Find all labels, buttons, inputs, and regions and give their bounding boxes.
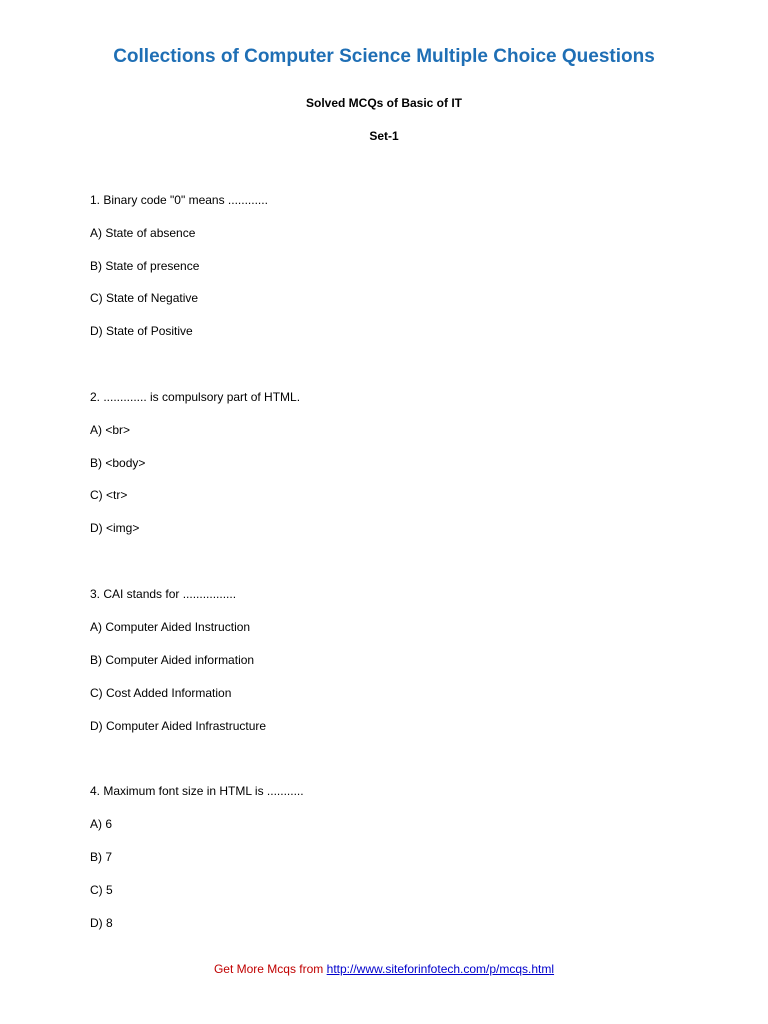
question-1-option-c: C) State of Negative: [90, 291, 199, 305]
question-2-option-b: B) <body>: [90, 456, 146, 470]
question-4-option-c: C) 5: [90, 883, 113, 897]
footer-link[interactable]: http://www.siteforinfotech.com/p/mcqs.html: [326, 962, 555, 976]
question-2-text: 2. ............. is compulsory part of HTML.: [90, 390, 301, 404]
page-title: Collections of Computer Science Multiple Choice Questions: [113, 46, 655, 67]
question-4-text: 4. Maximum font size in HTML is ...........: [90, 784, 304, 798]
question-4-option-a: A) 6: [90, 817, 113, 831]
footer-label: Get More Mcqs from: [213, 962, 324, 976]
question-3-option-a: A) Computer Aided Instruction: [90, 620, 251, 634]
question-1-option-b: B) State of presence: [90, 259, 200, 273]
question-1-option-d: D) State of Positive: [90, 324, 193, 338]
question-3-option-d: D) Computer Aided Infrastructure: [90, 719, 267, 733]
question-3-option-c: C) Cost Added Information: [90, 686, 232, 700]
footer: [0, 962, 768, 976]
document-subtitle: Solved MCQs of Basic of IT: [305, 96, 463, 110]
question-1-option-a: A) State of absence: [90, 226, 196, 240]
set-label: Set-1: [369, 129, 399, 143]
question-4-option-d: D) 8: [90, 916, 113, 930]
question-2-option-d: D) <img>: [90, 521, 140, 535]
question-2-option-c: C) <tr>: [90, 488, 128, 502]
question-1-text: 1. Binary code "0" means ............: [90, 193, 268, 207]
question-3-text: 3. CAI stands for ................: [90, 587, 237, 601]
question-4-option-b: B) 7: [90, 850, 113, 864]
question-3-option-b: B) Computer Aided information: [90, 653, 255, 667]
question-2-option-a: A) <br>: [90, 423, 131, 437]
